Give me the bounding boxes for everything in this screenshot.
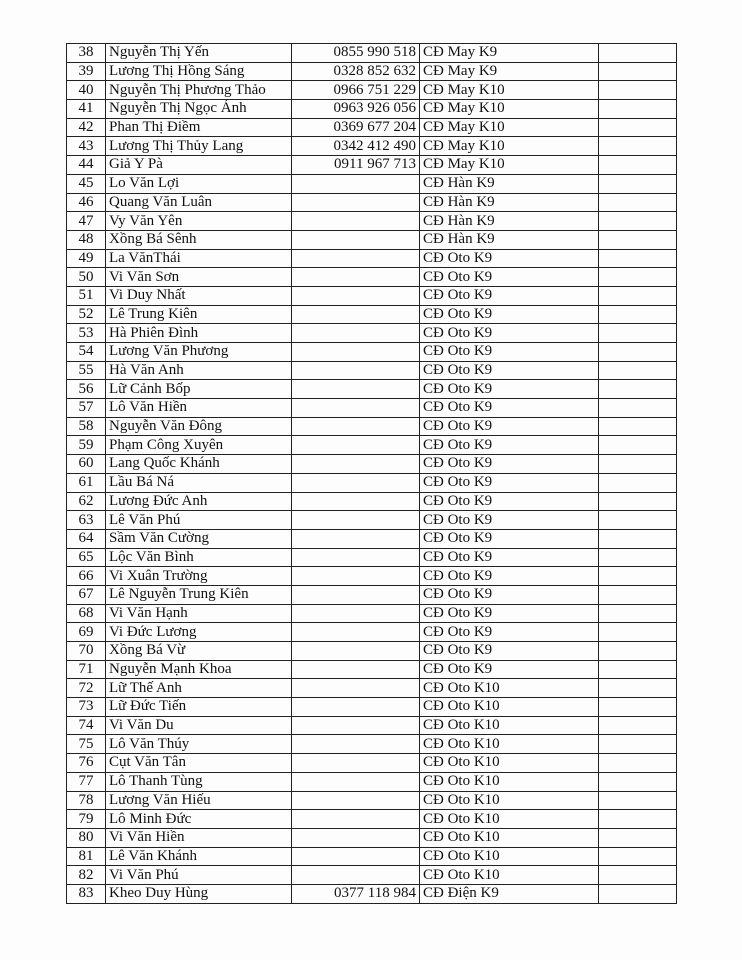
- class-cell: CĐ Oto K9: [420, 455, 599, 474]
- row-number-cell: 77: [67, 772, 106, 791]
- row-number-cell: 42: [67, 118, 106, 137]
- phone-number-cell: [292, 716, 420, 735]
- class-cell: CĐ May K10: [420, 100, 599, 119]
- row-number-cell: 46: [67, 193, 106, 212]
- phone-number-cell: [292, 585, 420, 604]
- row-number-cell: 43: [67, 137, 106, 156]
- row-number-cell: 73: [67, 698, 106, 717]
- table-row: [67, 772, 677, 791]
- row-number-cell: 64: [67, 529, 106, 548]
- row-number-cell: 80: [67, 828, 106, 847]
- phone-number-cell: [292, 772, 420, 791]
- empty-cell: [599, 62, 677, 81]
- class-cell: CĐ Oto K10: [420, 698, 599, 717]
- phone-number-cell: [292, 492, 420, 511]
- class-cell: CĐ Oto K10: [420, 735, 599, 754]
- student-name-cell: Vi Văn Hiền: [106, 828, 292, 847]
- student-roster-table: [66, 43, 677, 904]
- class-cell: CĐ Oto K9: [420, 417, 599, 436]
- phone-number-cell: [292, 567, 420, 586]
- phone-number-cell: 0328 852 632: [292, 62, 420, 81]
- class-cell: CĐ Oto K10: [420, 847, 599, 866]
- phone-number-cell: 0966 751 229: [292, 81, 420, 100]
- table-row: [67, 230, 677, 249]
- student-name-cell: Phan Thị Điềm: [106, 118, 292, 137]
- phone-number-cell: 0369 677 204: [292, 118, 420, 137]
- row-number-cell: 83: [67, 884, 106, 903]
- student-name-cell: Nguyễn Thị Ngọc Ánh: [106, 100, 292, 119]
- student-name-cell: Kheo Duy Hùng: [106, 884, 292, 903]
- table-row: [67, 473, 677, 492]
- phone-number-cell: 0855 990 518: [292, 44, 420, 63]
- empty-cell: [599, 417, 677, 436]
- class-cell: CĐ Oto K9: [420, 324, 599, 343]
- empty-cell: [599, 137, 677, 156]
- class-cell: CĐ Hàn K9: [420, 212, 599, 231]
- class-cell: CĐ Oto K9: [420, 343, 599, 362]
- student-name-cell: Lầu Bá Ná: [106, 473, 292, 492]
- row-number-cell: 81: [67, 847, 106, 866]
- class-cell: CĐ Điện K9: [420, 884, 599, 903]
- table-row: [67, 604, 677, 623]
- table-row: [67, 156, 677, 175]
- table-row: [67, 268, 677, 287]
- row-number-cell: 62: [67, 492, 106, 511]
- class-cell: CĐ Oto K9: [420, 642, 599, 661]
- row-number-cell: 76: [67, 754, 106, 773]
- phone-number-cell: 0342 412 490: [292, 137, 420, 156]
- empty-cell: [599, 828, 677, 847]
- empty-cell: [599, 286, 677, 305]
- row-number-cell: 69: [67, 623, 106, 642]
- phone-number-cell: [292, 791, 420, 810]
- student-name-cell: Vi Duy Nhất: [106, 286, 292, 305]
- phone-number-cell: [292, 623, 420, 642]
- row-number-cell: 57: [67, 399, 106, 418]
- empty-cell: [599, 623, 677, 642]
- row-number-cell: 79: [67, 810, 106, 829]
- row-number-cell: 45: [67, 174, 106, 193]
- empty-cell: [599, 268, 677, 287]
- phone-number-cell: [292, 399, 420, 418]
- empty-cell: [599, 604, 677, 623]
- student-name-cell: Hà Văn Anh: [106, 361, 292, 380]
- row-number-cell: 53: [67, 324, 106, 343]
- empty-cell: [599, 324, 677, 343]
- table-row: [67, 623, 677, 642]
- table-row: [67, 642, 677, 661]
- table-row: [67, 286, 677, 305]
- table-row: [67, 716, 677, 735]
- student-name-cell: Sầm Văn Cường: [106, 529, 292, 548]
- class-cell: CĐ Oto K9: [420, 585, 599, 604]
- table-row: [67, 492, 677, 511]
- student-name-cell: Xồng Bá Vừ: [106, 642, 292, 661]
- empty-cell: [599, 754, 677, 773]
- class-cell: CĐ May K10: [420, 81, 599, 100]
- row-number-cell: 63: [67, 511, 106, 530]
- student-name-cell: Nguyễn Mạnh Khoa: [106, 660, 292, 679]
- class-cell: CĐ Oto K9: [420, 380, 599, 399]
- student-name-cell: Lê Trung Kiên: [106, 305, 292, 324]
- phone-number-cell: [292, 548, 420, 567]
- phone-number-cell: [292, 417, 420, 436]
- class-cell: CĐ Oto K9: [420, 473, 599, 492]
- phone-number-cell: [292, 642, 420, 661]
- empty-cell: [599, 847, 677, 866]
- table-row: [67, 62, 677, 81]
- row-number-cell: 71: [67, 660, 106, 679]
- row-number-cell: 72: [67, 679, 106, 698]
- table-row: [67, 511, 677, 530]
- phone-number-cell: 0963 926 056: [292, 100, 420, 119]
- student-name-cell: Hà Phiên Đình: [106, 324, 292, 343]
- student-name-cell: Lô Minh Đức: [106, 810, 292, 829]
- table-row: [67, 193, 677, 212]
- empty-cell: [599, 361, 677, 380]
- class-cell: CĐ Oto K9: [420, 436, 599, 455]
- student-name-cell: Vi Văn Hạnh: [106, 604, 292, 623]
- empty-cell: [599, 735, 677, 754]
- empty-cell: [599, 193, 677, 212]
- row-number-cell: 59: [67, 436, 106, 455]
- row-number-cell: 50: [67, 268, 106, 287]
- row-number-cell: 61: [67, 473, 106, 492]
- table-row: [67, 754, 677, 773]
- row-number-cell: 70: [67, 642, 106, 661]
- class-cell: CĐ Oto K10: [420, 866, 599, 885]
- student-name-cell: Lộc Văn Bình: [106, 548, 292, 567]
- student-name-cell: Lữ Cảnh Bốp: [106, 380, 292, 399]
- table-row: [67, 679, 677, 698]
- row-number-cell: 75: [67, 735, 106, 754]
- table-row: [67, 660, 677, 679]
- table-row: [67, 791, 677, 810]
- student-name-cell: Lữ Thế Anh: [106, 679, 292, 698]
- phone-number-cell: [292, 735, 420, 754]
- student-name-cell: Lô Văn Thúy: [106, 735, 292, 754]
- row-number-cell: 54: [67, 343, 106, 362]
- table-row: [67, 324, 677, 343]
- class-cell: CĐ Oto K9: [420, 529, 599, 548]
- row-number-cell: 48: [67, 230, 106, 249]
- empty-cell: [599, 436, 677, 455]
- table-row: [67, 305, 677, 324]
- row-number-cell: 39: [67, 62, 106, 81]
- class-cell: CĐ Hàn K9: [420, 174, 599, 193]
- phone-number-cell: [292, 174, 420, 193]
- class-cell: CĐ May K10: [420, 137, 599, 156]
- row-number-cell: 56: [67, 380, 106, 399]
- empty-cell: [599, 118, 677, 137]
- table-row: [67, 399, 677, 418]
- table-row: [67, 585, 677, 604]
- class-cell: CĐ Oto K9: [420, 511, 599, 530]
- class-cell: CĐ Oto K9: [420, 604, 599, 623]
- phone-number-cell: [292, 698, 420, 717]
- student-name-cell: Nguyễn Thị Phương Thảo: [106, 81, 292, 100]
- empty-cell: [599, 698, 677, 717]
- empty-cell: [599, 399, 677, 418]
- empty-cell: [599, 866, 677, 885]
- class-cell: CĐ Oto K10: [420, 679, 599, 698]
- row-number-cell: 52: [67, 305, 106, 324]
- phone-number-cell: [292, 193, 420, 212]
- student-name-cell: Lô Thanh Tùng: [106, 772, 292, 791]
- empty-cell: [599, 473, 677, 492]
- phone-number-cell: 0911 967 713: [292, 156, 420, 175]
- row-number-cell: 41: [67, 100, 106, 119]
- empty-cell: [599, 305, 677, 324]
- empty-cell: [599, 884, 677, 903]
- table-row: [67, 81, 677, 100]
- phone-number-cell: [292, 305, 420, 324]
- class-cell: CĐ Oto K9: [420, 623, 599, 642]
- empty-cell: [599, 81, 677, 100]
- class-cell: CĐ Oto K9: [420, 249, 599, 268]
- empty-cell: [599, 772, 677, 791]
- row-number-cell: 78: [67, 791, 106, 810]
- table-row: [67, 174, 677, 193]
- row-number-cell: 38: [67, 44, 106, 63]
- student-name-cell: Xồng Bá Sênh: [106, 230, 292, 249]
- student-name-cell: Phạm Công Xuyên: [106, 436, 292, 455]
- phone-number-cell: [292, 249, 420, 268]
- phone-number-cell: [292, 828, 420, 847]
- phone-number-cell: [292, 847, 420, 866]
- table-row: [67, 735, 677, 754]
- empty-cell: [599, 548, 677, 567]
- empty-cell: [599, 791, 677, 810]
- table-row: [67, 529, 677, 548]
- student-name-cell: Vi Văn Du: [106, 716, 292, 735]
- table-row: [67, 380, 677, 399]
- student-name-cell: Vi Văn Phú: [106, 866, 292, 885]
- row-number-cell: 44: [67, 156, 106, 175]
- table-row: [67, 343, 677, 362]
- student-name-cell: Lữ Đức Tiến: [106, 698, 292, 717]
- row-number-cell: 51: [67, 286, 106, 305]
- class-cell: CĐ Oto K9: [420, 305, 599, 324]
- phone-number-cell: [292, 473, 420, 492]
- phone-number-cell: [292, 230, 420, 249]
- table-row: [67, 137, 677, 156]
- empty-cell: [599, 156, 677, 175]
- row-number-cell: 40: [67, 81, 106, 100]
- student-name-cell: Vy Văn Yên: [106, 212, 292, 231]
- class-cell: CĐ Oto K10: [420, 810, 599, 829]
- class-cell: CĐ Oto K9: [420, 268, 599, 287]
- table-row: [67, 249, 677, 268]
- table-row: [67, 212, 677, 231]
- empty-cell: [599, 511, 677, 530]
- student-name-cell: Nguyễn Thị Yến: [106, 44, 292, 63]
- student-name-cell: Lương Văn Phương: [106, 343, 292, 362]
- student-name-cell: Quang Văn Luân: [106, 193, 292, 212]
- student-name-cell: Lô Văn Hiền: [106, 399, 292, 418]
- student-name-cell: Giả Y Pà: [106, 156, 292, 175]
- phone-number-cell: [292, 286, 420, 305]
- student-name-cell: Lê Văn Khánh: [106, 847, 292, 866]
- empty-cell: [599, 492, 677, 511]
- class-cell: CĐ Oto K10: [420, 754, 599, 773]
- empty-cell: [599, 230, 677, 249]
- phone-number-cell: 0377 118 984: [292, 884, 420, 903]
- student-name-cell: Nguyễn Văn Đông: [106, 417, 292, 436]
- empty-cell: [599, 716, 677, 735]
- empty-cell: [599, 529, 677, 548]
- phone-number-cell: [292, 343, 420, 362]
- phone-number-cell: [292, 529, 420, 548]
- empty-cell: [599, 249, 677, 268]
- empty-cell: [599, 660, 677, 679]
- class-cell: CĐ Oto K9: [420, 660, 599, 679]
- class-cell: CĐ Hàn K9: [420, 230, 599, 249]
- row-number-cell: 67: [67, 585, 106, 604]
- class-cell: CĐ Oto K10: [420, 791, 599, 810]
- phone-number-cell: [292, 679, 420, 698]
- class-cell: CĐ Oto K10: [420, 828, 599, 847]
- student-name-cell: Lê Nguyễn Trung Kiên: [106, 585, 292, 604]
- roster-body: [67, 44, 677, 904]
- empty-cell: [599, 100, 677, 119]
- student-name-cell: Cụt Văn Tân: [106, 754, 292, 773]
- class-cell: CĐ Oto K10: [420, 716, 599, 735]
- row-number-cell: 55: [67, 361, 106, 380]
- row-number-cell: 82: [67, 866, 106, 885]
- row-number-cell: 58: [67, 417, 106, 436]
- phone-number-cell: [292, 268, 420, 287]
- empty-cell: [599, 44, 677, 63]
- student-name-cell: Lương Văn Hiếu: [106, 791, 292, 810]
- table-row: [67, 455, 677, 474]
- empty-cell: [599, 455, 677, 474]
- table-row: [67, 847, 677, 866]
- row-number-cell: 68: [67, 604, 106, 623]
- table-row: [67, 866, 677, 885]
- empty-cell: [599, 567, 677, 586]
- class-cell: CĐ Hàn K9: [420, 193, 599, 212]
- table-row: [67, 417, 677, 436]
- class-cell: CĐ Oto K9: [420, 399, 599, 418]
- empty-cell: [599, 343, 677, 362]
- class-cell: CĐ Oto K9: [420, 286, 599, 305]
- phone-number-cell: [292, 810, 420, 829]
- phone-number-cell: [292, 604, 420, 623]
- phone-number-cell: [292, 754, 420, 773]
- student-name-cell: Lang Quốc Khánh: [106, 455, 292, 474]
- student-name-cell: Lương Thị Hồng Sáng: [106, 62, 292, 81]
- phone-number-cell: [292, 436, 420, 455]
- table-row: [67, 44, 677, 63]
- row-number-cell: 74: [67, 716, 106, 735]
- table-row: [67, 118, 677, 137]
- class-cell: CĐ Oto K10: [420, 772, 599, 791]
- student-name-cell: Vi Xuân Trường: [106, 567, 292, 586]
- class-cell: CĐ May K9: [420, 62, 599, 81]
- phone-number-cell: [292, 866, 420, 885]
- table-row: [67, 100, 677, 119]
- phone-number-cell: [292, 212, 420, 231]
- class-cell: CĐ May K10: [420, 156, 599, 175]
- student-name-cell: Lo Văn Lợi: [106, 174, 292, 193]
- student-name-cell: Lương Đức Anh: [106, 492, 292, 511]
- student-name-cell: Vi Đức Lương: [106, 623, 292, 642]
- phone-number-cell: [292, 361, 420, 380]
- table-row: [67, 884, 677, 903]
- table-row: [67, 548, 677, 567]
- table-row: [67, 361, 677, 380]
- class-cell: CĐ Oto K9: [420, 567, 599, 586]
- table-row: [67, 810, 677, 829]
- empty-cell: [599, 642, 677, 661]
- phone-number-cell: [292, 380, 420, 399]
- student-name-cell: Lương Thị Thủy Lang: [106, 137, 292, 156]
- class-cell: CĐ Oto K9: [420, 492, 599, 511]
- row-number-cell: 66: [67, 567, 106, 586]
- student-name-cell: Lê Văn Phú: [106, 511, 292, 530]
- row-number-cell: 49: [67, 249, 106, 268]
- class-cell: CĐ May K9: [420, 44, 599, 63]
- student-name-cell: La VănThái: [106, 249, 292, 268]
- empty-cell: [599, 679, 677, 698]
- class-cell: CĐ Oto K9: [420, 361, 599, 380]
- row-number-cell: 65: [67, 548, 106, 567]
- empty-cell: [599, 380, 677, 399]
- phone-number-cell: [292, 660, 420, 679]
- empty-cell: [599, 174, 677, 193]
- empty-cell: [599, 212, 677, 231]
- row-number-cell: 47: [67, 212, 106, 231]
- student-name-cell: Vi Văn Sơn: [106, 268, 292, 287]
- phone-number-cell: [292, 455, 420, 474]
- empty-cell: [599, 585, 677, 604]
- row-number-cell: 60: [67, 455, 106, 474]
- table-row: [67, 567, 677, 586]
- empty-cell: [599, 810, 677, 829]
- phone-number-cell: [292, 324, 420, 343]
- phone-number-cell: [292, 511, 420, 530]
- class-cell: CĐ Oto K9: [420, 548, 599, 567]
- table-row: [67, 828, 677, 847]
- class-cell: CĐ May K10: [420, 118, 599, 137]
- table-row: [67, 698, 677, 717]
- table-row: [67, 436, 677, 455]
